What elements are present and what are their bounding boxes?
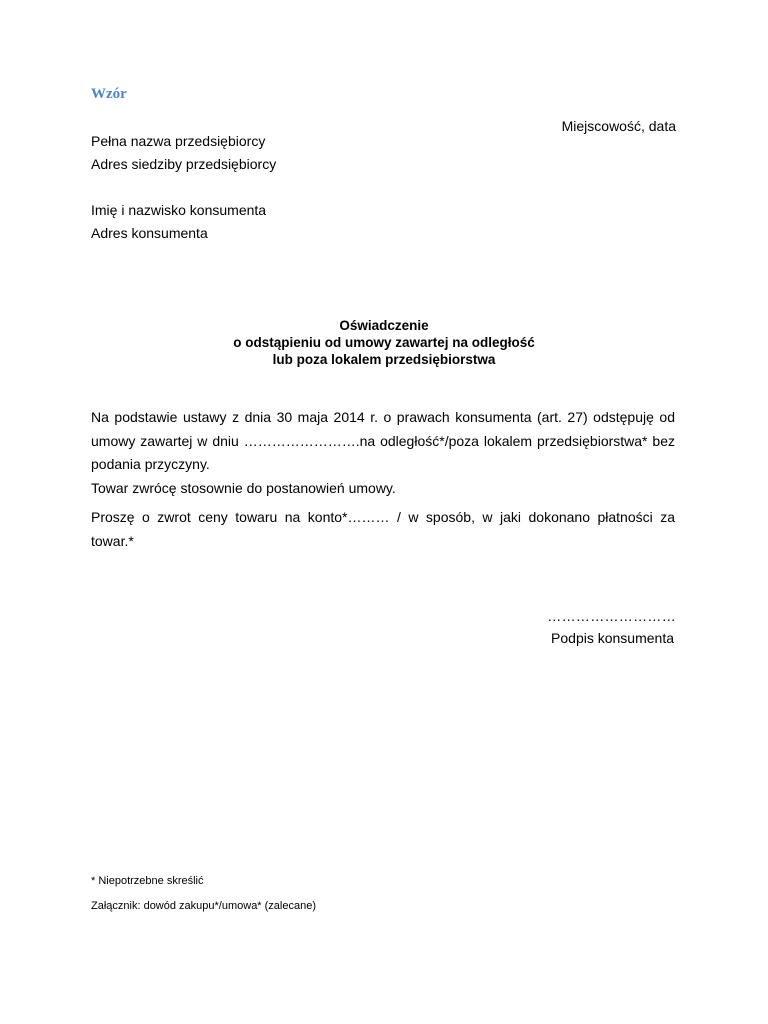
signature-line: ……………………… — [547, 608, 676, 624]
footnote-strike: * Niepotrzebne skreślić — [91, 875, 204, 887]
paragraph-line: Towar zwrócę stosownie do postanowień umowy. — [91, 479, 396, 496]
refund-paragraph — [91, 506, 675, 553]
footnote-attachment: Załącznik: dowód zakupu*/umowa* (zalecane) — [91, 900, 317, 912]
place-date-field: Miejscowość, data — [561, 118, 676, 134]
template-label: Wzór — [91, 86, 127, 102]
paragraph-line: podania przyczyny. — [91, 456, 210, 472]
trader-address: Adres siedziby przedsiębiorcy — [91, 156, 277, 172]
trader-name: Pełna nazwa przedsiębiorcy — [91, 133, 266, 149]
paragraph-line: Proszę o zwrot ceny towaru na konto*……… / w sposób, w jaki dokonano płatności za — [91, 509, 675, 525]
paragraph-line: towar.* — [91, 532, 134, 549]
document-title — [0, 317, 768, 368]
title-line-3: lub poza lokalem przedsiębiorstwa — [272, 352, 496, 367]
paragraph-line: umowy zawartej w dniu …………………….na odległość*/poza lokalem przedsiębiorstwa* bez — [91, 432, 675, 449]
consumer-address: Adres konsumenta — [91, 225, 208, 241]
signature-label: Podpis konsumenta — [551, 630, 674, 646]
withdrawal-paragraph — [91, 406, 675, 500]
title-line-2: o odstąpieniu od umowy zawartej na odległość — [233, 335, 535, 350]
consumer-name: Imię i nazwisko konsumenta — [91, 202, 267, 218]
paragraph-line: Na podstawie ustawy z dnia 30 maja 2014 r. o prawach konsumenta (art. 27) odstępuję od — [91, 409, 675, 425]
title-line-1: Oświadczenie — [339, 318, 429, 333]
